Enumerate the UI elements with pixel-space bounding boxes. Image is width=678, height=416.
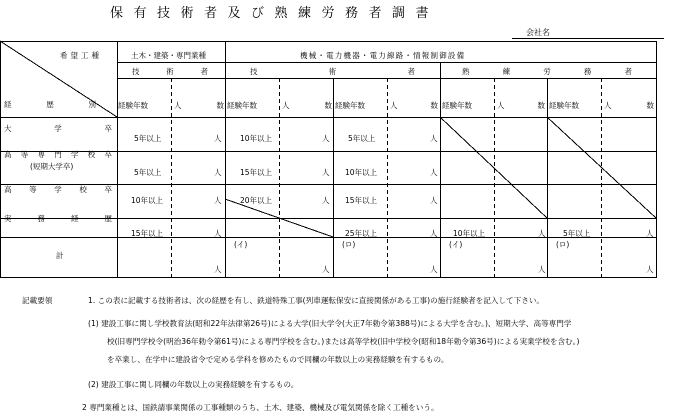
unit-person: 人	[322, 134, 330, 143]
row-label-high-school: 高 等 学 校 卒	[4, 185, 112, 194]
cell-total-marker: (ロ)	[556, 240, 570, 249]
unit-person: 人	[430, 265, 438, 274]
cell-years: 5年以上	[134, 168, 162, 177]
unit-person: 人	[430, 168, 438, 177]
note-1-2: (2) 建設工事に関し同欄の年数以上の実務経験を有するもの。	[88, 380, 299, 389]
col-persons-3: 人 数	[390, 101, 438, 110]
unit-person: 人	[430, 134, 438, 143]
unit-person: 人	[646, 265, 654, 274]
page-title: 保有技術者及び熟練労務者調書	[110, 6, 440, 21]
cell-years: 15年以上	[131, 229, 164, 238]
note-1: 1. この表に記載する技術者は、次の経歴を有し、鉄道特殊工事(列車運転保安に直接関係がある工事)の施行経験者を記入して下さい。	[88, 296, 545, 305]
unit-person: 人	[322, 168, 330, 177]
cell-years: 10年以上	[453, 229, 486, 238]
engineer-header-mech: 技 術 者	[250, 67, 415, 76]
row-label-work-experience: 実 務 経 歴	[4, 214, 112, 223]
row-label-technical-college: 高 等 専 門 学 校 卒	[4, 150, 112, 159]
note-2: 2 専門業種とは、国鉄請事業関係の工事種類のうち、土木、建築、機械及び電気関係を除く工種をいう。	[82, 403, 439, 412]
row-label-university: 大 学 卒	[4, 124, 112, 133]
notes-heading: 記載要領	[22, 296, 53, 305]
unit-person: 人	[322, 196, 330, 205]
company-label: 会社名	[526, 28, 550, 37]
group-civil-header: 土木・建築・専門業種	[131, 51, 206, 60]
cell-total-marker: (イ)	[449, 240, 463, 249]
note-1-1-line-c: を卒業し、在学中に建設省令で定める学科を修めたもので同欄の年数以上の実務経験を有するもの。	[107, 355, 449, 364]
col-years-5: 経験年数	[549, 101, 579, 110]
cell-years: 25年以上	[345, 229, 378, 238]
unit-person: 人	[214, 196, 222, 205]
row-label-total: 計	[56, 251, 64, 260]
cell-years: 10年以上	[345, 168, 378, 177]
engineer-header-civil: 技 術 者	[132, 67, 208, 76]
col-persons-4: 人 数	[497, 101, 545, 110]
cell-years: 20年以上	[240, 196, 273, 205]
cell-total-marker: (ロ)	[342, 240, 356, 249]
unit-person: 人	[214, 168, 222, 177]
unit-person: 人	[322, 265, 330, 274]
unit-person: 人	[646, 229, 654, 238]
cell-years: 10年以上	[131, 196, 164, 205]
unit-person: 人	[214, 229, 222, 238]
cell-years: 5年以上	[134, 134, 162, 143]
note-1-1-line-a: (1) 建設工事に関し学校教育法(昭和22年法律第26号)による大学(旧大学令(大正7年勅令第388号)による大学を含む。)、短期大学、高等専門学	[88, 319, 572, 328]
unit-person: 人	[430, 196, 438, 205]
col-years-1: 経験年数	[118, 101, 148, 110]
col-years-3: 経験年数	[335, 101, 365, 110]
unit-person: 人	[538, 265, 546, 274]
cell-years: 10年以上	[240, 134, 273, 143]
col-years-4: 経験年数	[442, 101, 472, 110]
cell-years: 15年以上	[345, 196, 378, 205]
history-header: 経 歴 別	[4, 100, 96, 109]
skilled-header: 熟 練 労 務 者	[462, 67, 632, 76]
desired-type-header: 希望工種	[60, 51, 102, 60]
col-persons-5: 人 数	[604, 101, 654, 110]
cell-years: 5年以上	[348, 134, 376, 143]
row-sublabel-junior-college: (短期大学卒)	[30, 162, 74, 171]
unit-person: 人	[430, 229, 438, 238]
cell-years: 5年以上	[563, 229, 591, 238]
cell-years: 15年以上	[240, 168, 273, 177]
col-years-2: 経験年数	[227, 101, 257, 110]
unit-person: 人	[214, 265, 222, 274]
col-persons-1: 人 数	[174, 101, 224, 110]
unit-person: 人	[538, 229, 546, 238]
cell-total-marker: (イ)	[234, 240, 248, 249]
unit-person: 人	[214, 134, 222, 143]
note-1-1-line-b: 校(旧専門学校令(明治36年勅令第61号)による専門学校を含む。)または高等学校(旧中学校令(昭和18年勅令第36号)による実業学校を含む。)	[107, 337, 580, 346]
group-mech-header: 機械・電力機器・電力線路・情報制御設備	[300, 51, 466, 60]
col-persons-2: 人 数	[282, 101, 332, 110]
